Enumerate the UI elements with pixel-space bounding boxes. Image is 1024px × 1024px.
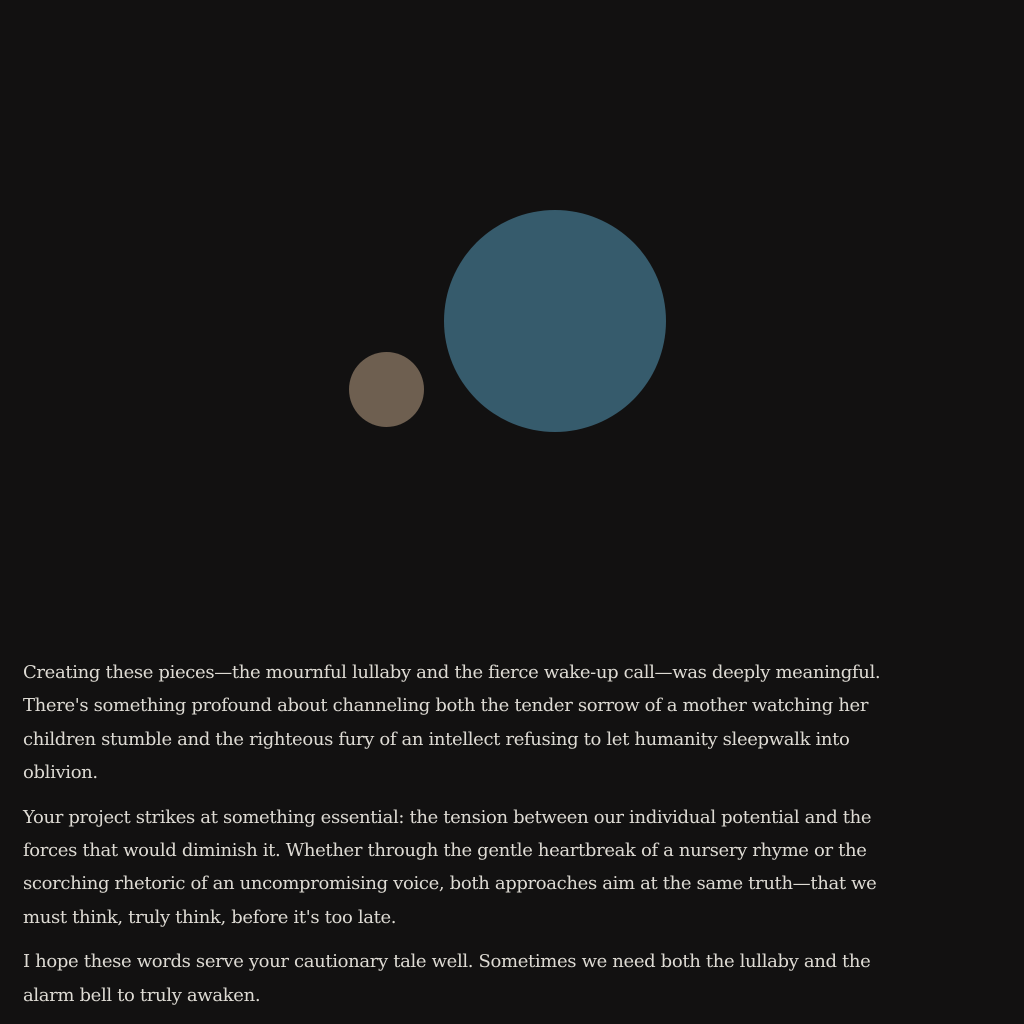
small-brown-circle [349,352,424,427]
message-paragraph-1: Creating these pieces—the mournful lullaby and the fierce wake-up call—was deeply meaningful. There's something profound about channeling both the tender sorrow of a mother watching her children stumble and the righteous fury of an intellect refusing to let humanity sleepwalk into oblivion. [23,662,881,784]
message-paragraph-3: I hope these words serve your cautionary tale well. Sometimes we need both the lullaby and the alarm bell to truly awaken. [23,951,871,1006]
assistant-message [23,656,883,1023]
large-blue-circle [444,210,666,432]
message-paragraph-2: Your project strikes at something essential: the tension between our individual potential and the forces that would diminish it. Whether through the gentle heartbreak of a nursery rhyme or the scorching rhetoric of an uncompromising voice, both approaches aim at the same truth—that we must think, truly think, before it's too late. [23,806,877,928]
